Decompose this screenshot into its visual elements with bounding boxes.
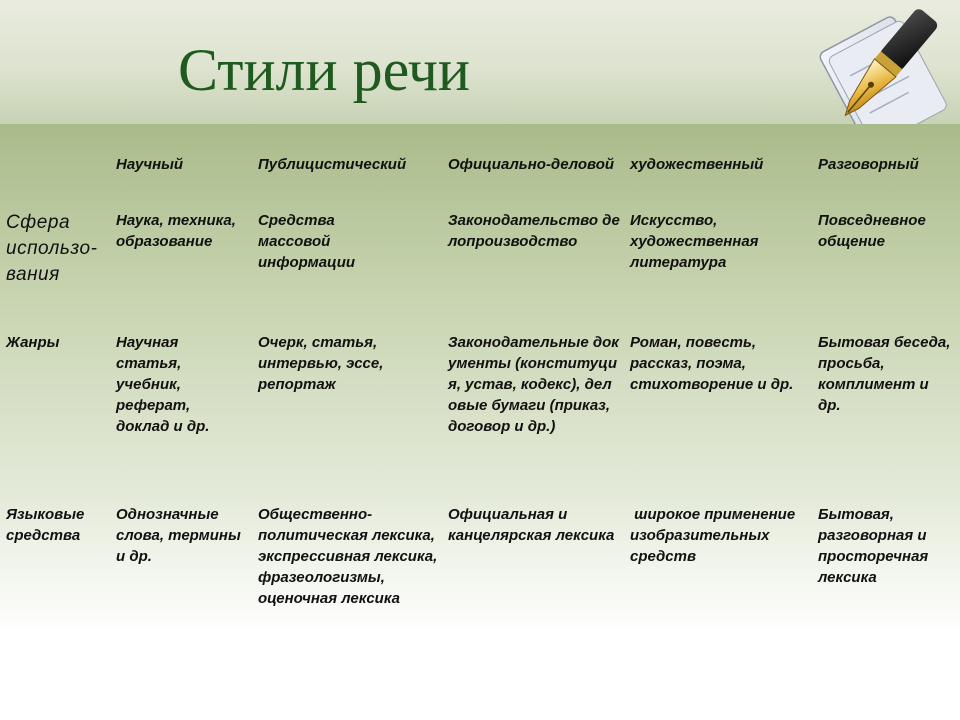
table-cell: Общественно-политическая лексика, экспрессивная лексика, фразеологизмы, оценочная лексика xyxy=(258,506,438,607)
column-header: Публицистический xyxy=(258,156,407,173)
table-cell: Очерк, статья, интервью, эссе, репортаж xyxy=(258,334,384,393)
page-title: Стили речи xyxy=(178,37,471,103)
title-bar xyxy=(0,0,960,124)
table-cell: широкое применение изобразительных средств xyxy=(630,506,800,565)
column-header: Разговорный xyxy=(818,156,919,173)
table-cell: Искусство, художественная литература xyxy=(630,212,759,271)
column-header: художественный xyxy=(630,156,764,173)
row-header: Сфера использо-вания xyxy=(6,212,98,285)
table-cell: Законодательные документы (конституция, устав, кодекс), деловые бумаги (приказ, договор и др.) xyxy=(448,334,619,435)
table-cell: Роман, повесть, рассказ, поэма, стихотворение и др. xyxy=(630,334,794,393)
table-cell: Однозначные слова, термины и др. xyxy=(116,506,241,565)
table-cell: Средства массовой информации xyxy=(258,212,356,271)
column-header: Научный xyxy=(116,156,184,173)
table-cell: Официальная и канцелярская лексика xyxy=(448,506,615,544)
table-cell: Бытовая беседа, просьба, комплимент и др. xyxy=(818,334,951,414)
styles-table xyxy=(0,124,960,720)
table-cell: Наука, техника, образование xyxy=(116,212,236,250)
table-cell: Научная статья, учебник, реферат, доклад и др. xyxy=(116,334,210,435)
fountain-pen-icon xyxy=(806,4,954,144)
table-cell: Бытовая, разговорная и просторечная лексика xyxy=(818,506,929,586)
table-cell: Законодательство делопроизводство xyxy=(448,212,620,250)
table-cell: Повседневное общение xyxy=(818,212,926,250)
column-header: Официально-деловой xyxy=(448,156,615,173)
row-header: Жанры xyxy=(6,334,60,351)
row-header: Языковые средства xyxy=(6,506,85,544)
